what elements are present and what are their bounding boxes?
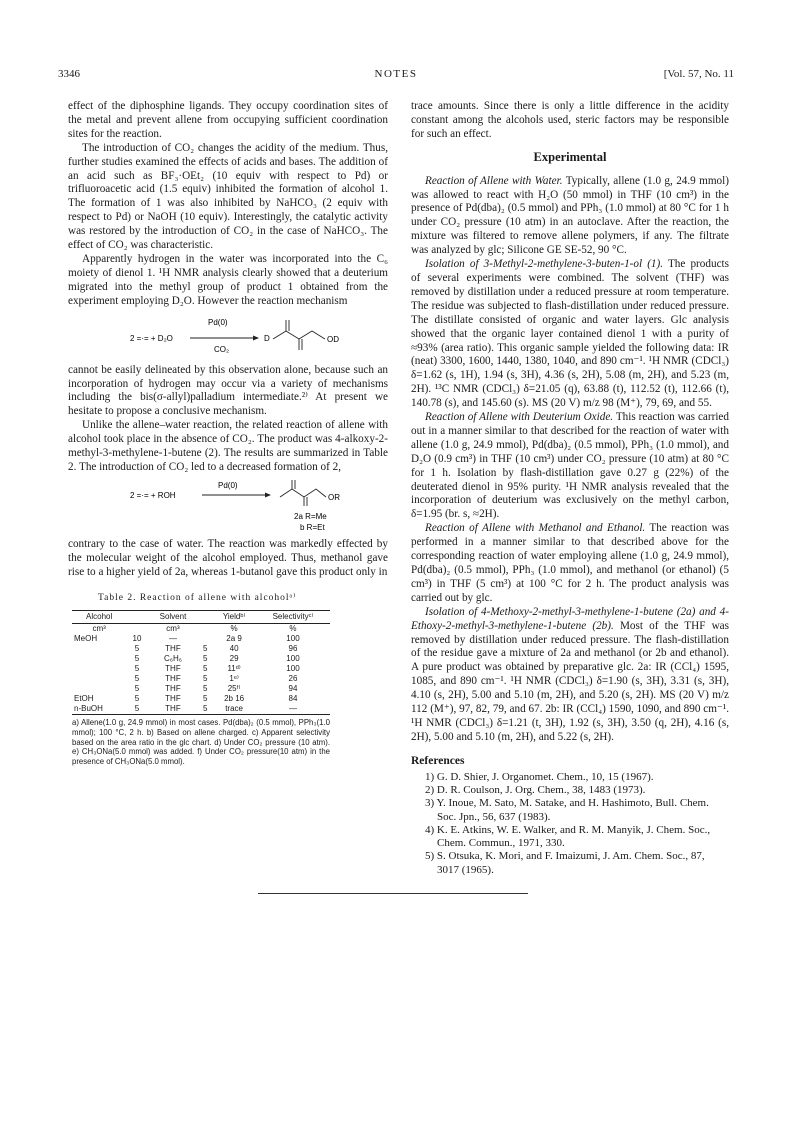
selectivity-cell: 26 xyxy=(288,674,298,684)
scheme-2-drawing xyxy=(68,478,388,534)
solvent-volume-cell: 5 xyxy=(203,694,208,704)
column-header xyxy=(126,611,147,624)
table-row xyxy=(72,664,330,674)
solvent-cell: THF xyxy=(165,674,181,684)
scheme-1-drawing xyxy=(68,312,388,360)
paragraph-body: Most of the THF was removed by distillation under reduced pressure. The flash-distillation of the residue gave a mixture of 2a and methanol (or 2b and ethanol). A pure product was obtained by preparative glc. 2a: IR (CCl₄) 1595, 1085, and 890 cm⁻¹. ¹H NMR (CDCl₃) δ=1.90 (s, 3H), 3.31 (s, 3H), 4.10 (s, 2H), 5.00 and 5.10 (m, 2H), and 5.20 (s, 2H). MS (20 V) m/z 112 (M⁺), 97, 82, 79, and 67. 2b: IR (CCl₄) 1590, 1090, and 890 cm⁻¹. ¹H NMR (CDCl₃) δ=1.21 (t, 3H), 1.92 (s, 3H), 3.50 (q, 2H), 4.16 (s, 2H), 5.00 and 5.10 (m, 2H), and 5.22 (s, 2H). xyxy=(411,619,730,743)
solvent-cell: THF xyxy=(165,644,181,654)
scheme-2-reactants: 2 =·= + ROH xyxy=(130,490,176,500)
selectivity-cell: 100 xyxy=(286,664,300,674)
solvent-cell: THF xyxy=(165,664,181,674)
product-d-label: D xyxy=(264,333,270,343)
selectivity-cell: 94 xyxy=(288,684,298,694)
solvent-volume-cell: 5 xyxy=(203,684,208,694)
selectivity-cell: — xyxy=(256,704,330,715)
table-row xyxy=(72,654,330,664)
solvent-cell: — xyxy=(168,634,177,644)
table-header-row xyxy=(72,611,330,624)
paragraph: cannot be easily delineated by this observation alone, because such an incorporation of hydrogen may occur via a variety of mechanisms including the bis(σ-allyl)palladium intermediate.²⁾ At present we hesitate to propose a conclusive mechanism. xyxy=(68,363,388,418)
solvent-volume-cell: 5 xyxy=(203,654,208,664)
yield-cell: 2b 16 xyxy=(224,694,245,704)
paragraph: The introduction of CO₂ changes the acidity of the medium. Thus, further studies examined the effects of acids and bases. The addition of an acid such as BF₃·OEt₂ (10 equiv with respect to Pd) or trifluoroacetic acid (1.5 equiv) inhibited the formation of alcohol 1. The formation of 1 was also inhibited by NaHCO₃ (2 equiv with respect to Pd) or NaOH (10 equiv). Interestingly, the catalytic activity was restored by the introduction of CO₂ in the case of NaHCO₃. The effect of CO₂ was characteristic. xyxy=(68,141,388,252)
experimental-paragraph xyxy=(411,606,729,745)
right-column xyxy=(411,100,729,877)
yield-cell: 29 xyxy=(229,654,239,664)
paragraph: Apparently hydrogen in the water was incorporated into the C₆ moiety of dienol 1. ¹H NMR analysis clearly showed that a deuterium migrated into the methyl group of product 1 obtained from the experiment employing D₂O. However the reaction mechanism xyxy=(68,252,388,307)
table-row xyxy=(72,704,330,715)
paragraph: effect of the diphosphine ligands. They occupy coordination sites of the metal and prevent allene from occupying sufficient coordination sites for the reaction. xyxy=(68,100,388,140)
solvent-cell: THF xyxy=(165,684,181,694)
selectivity-cell: 96 xyxy=(288,644,298,654)
column-header: Selectivityᶜ⁾ xyxy=(256,611,330,624)
paragraph-body: This reaction was carried out in a manner similar to that described for the reaction of water with allene (1.0 g, 24.9 mmol), Pd(dba)₂ (0.5 mmol), PPh₃ (1.0 mmol), and D₂O (0.9 cm³) in THF (10 cm³) under CO₂ pressure (10 atm) at 80 °C for 1 h. Isolation by flash-distillation gave 0.27 g (22%) of the deuterated dienol in 95% purity. ¹H NMR analysis revealed that the incorporation of deuterium was exclusively on the methyl carbon, δ=1.95 (br. s, ≈2H). xyxy=(411,411,729,521)
column-header: Yieldᵇ⁾ xyxy=(212,611,256,624)
subsection-title: Isolation of 4-Methoxy-2-methyl-3-methylene-1-butene (2a) and 4-Ethoxy-2-methyl-3-methylene-1-butene (2b). xyxy=(411,605,729,632)
arrow-head xyxy=(265,492,271,497)
column-header: Solvent xyxy=(148,611,199,624)
results-table xyxy=(72,610,330,715)
scheme-1-reactants: 2 =·= + D₂O xyxy=(130,333,173,343)
alcohol-cell: MeOH xyxy=(74,634,98,644)
alcohol-cell xyxy=(72,674,126,684)
alcohol-cell xyxy=(72,644,126,654)
table-row xyxy=(72,674,330,684)
unit-cell: % xyxy=(230,624,238,634)
subsection-title: Reaction of Allene with Water. xyxy=(425,174,563,187)
table-row xyxy=(72,634,330,644)
alcohol-volume-cell: 5 xyxy=(134,674,140,684)
column-header xyxy=(198,611,212,624)
alcohol-cell xyxy=(72,654,126,664)
selectivity-cell: 100 xyxy=(286,634,300,644)
solvent-volume-cell: 5 xyxy=(198,704,212,715)
solvent-cell: THF xyxy=(165,694,181,704)
paragraph-body: The products of several experiments were combined. The solvent (THF) was removed by distillation under a reduced pressure at room temperature. The residue was subjected to flash-distillation under reduced pressure. The distillate consisted of organic and water layers. Glc analysis showed that the organic layer contained dienol 1 with a purity of ≈93% (area ratio). This organic sample yielded the following data: IR (neat) 3300, 1600, 1440, 1380, 1040, and 890 cm⁻¹. ¹H NMR (CDCl₃) δ=1.62 (s, 1H), 1.94 (s, 3H), 4.36 (s, 2H), 5.08 (m, 2H), and 5.23 (m, 2H). ¹³C NMR (CDCl₃) δ=21.05 (q), 63.88 (t), 112.52 (t), 112.66 (t), 140.78 (s), and 145.60 (s). MS (20 V) m/z 98 (M⁺), 79, 69, and 55. xyxy=(411,258,729,410)
alcohol-volume-cell: 5 xyxy=(134,694,140,704)
dienol-skeleton xyxy=(273,331,325,339)
reference-item: 4) K. E. Atkins, W. E. Walker, and R. M. Manyik, J. Chem. Soc., Chem. Commun., 1971, 330. xyxy=(425,823,711,850)
yield-cell: 25ᶠ⁾ xyxy=(227,684,241,694)
column-header: Alcohol xyxy=(72,611,126,624)
end-rule xyxy=(258,893,528,894)
scheme-1-catalyst: Pd(0) xyxy=(208,317,228,327)
table-footnotes: a) Allene(1.0 g, 24.9 mmol) in most cases. Pd(dba)₂ (0.5 mmol), PPh₃(1.0 mmol); 100 °C, 2 h. b) Based on allene charged. c) Apparent selectivity based on the area ratio in the glc chart. d) Under CO₂ pressure (10 atm). e) CH₃ONa(5.0 mmol) was added. f) Under CO₂ pressure(10 atm) in the presence of CH₃ONa(5.0 mmol). xyxy=(72,718,330,766)
table-row xyxy=(72,684,330,694)
paragraph-body: The reaction was performed in a manner similar to that described above for the corresponding reaction of water employing allene (1.0 g, 24.9 mmol), Pd(dba)₂ (0.5 mmol), PPh₃ (1.0 mmol), and methanol (or ethanol) (5 cm³) in THF (5 cm³) at 100 °C for 2 h. The product analysis was carried out by glc. xyxy=(411,522,729,604)
alcohol-volume-cell: 5 xyxy=(134,654,140,664)
solvent-volume-cell: 5 xyxy=(203,644,208,654)
selectivity-cell: 84 xyxy=(288,694,298,704)
alcohol-volume-cell: 5 xyxy=(134,684,140,694)
reaction-scheme-2 xyxy=(68,478,388,534)
yield-cell: 40 xyxy=(229,644,239,654)
alcohol-cell xyxy=(72,684,126,694)
experimental-paragraph xyxy=(411,411,729,522)
yield-cell: trace xyxy=(212,704,256,715)
alcohol-cell xyxy=(72,664,126,674)
subsection-title: Reaction of Allene with Deuterium Oxide. xyxy=(425,411,614,424)
left-column xyxy=(68,100,388,766)
alcohol-cell: n-BuOH xyxy=(72,704,126,715)
reference-item: 3) Y. Inoue, M. Sato, M. Satake, and H. Hashimoto, Bull. Chem. Soc. Jpn., 56, 637 (1983). xyxy=(425,797,709,823)
table-caption: Table 2. Reaction of allene with alcoholᵃ⁾ xyxy=(98,592,297,603)
ether-skeleton xyxy=(280,489,326,497)
solvent-volume-cell xyxy=(198,634,212,644)
reaction-scheme-1 xyxy=(68,312,388,360)
table-row xyxy=(72,694,330,704)
reference-item: 2) D. R. Coulson, J. Org. Chem., 38, 1483 (1973). xyxy=(425,783,646,796)
section-name: NOTES xyxy=(374,68,418,80)
references-heading: References xyxy=(411,754,465,767)
product-od-label: OD xyxy=(327,334,339,344)
section-heading-experimental: Experimental xyxy=(533,149,607,164)
running-header xyxy=(58,68,734,84)
product-or-label: OR xyxy=(328,492,340,502)
paragraph-body: Typically, allene (1.0 g, 24.9 mmol) was allowed to react with H₂O (50 mmol) in THF (10 cm³) in the presence of Pd(dba)₂ (0.5 mmol) and PPh₃ (1.0 mmol) at 80 °C for 1 h under CO₂ pressure (10 atm) in an autoclave. After the reaction, the mixture was filtered to remove allene polymers, if any. The filtrate was analyzed by glc; Silicone GE SE-52, 90 °C. xyxy=(411,174,729,257)
unit-cell xyxy=(198,624,212,635)
subsection-title: Isolation of 3-Methyl-2-methylene-3-buten-1-ol (1). xyxy=(425,258,664,271)
alcohol-cell: EtOH xyxy=(74,694,94,704)
arrow-head xyxy=(253,335,259,340)
page-number: 3346 xyxy=(58,68,80,80)
solvent-cell: C₆H₆ xyxy=(163,654,182,664)
paragraph: trace amounts. Since there is only a little difference in the acidity constant among the alcohols used, steric factors may be responsible for such an effect. xyxy=(411,100,729,140)
subsection-title: Reaction of Allene with Methanol and Ethanol. xyxy=(425,522,646,535)
yield-cell: 11ᵈ⁾ xyxy=(227,664,241,674)
alcohol-volume-cell: 5 xyxy=(134,644,140,654)
unit-cell: cm³ xyxy=(92,624,106,634)
unit-cell: % xyxy=(289,624,297,634)
paragraph: contrary to the case of water. The reaction was markedly effected by the molecular weight of the alcohol employed. Thus, methanol gave rise to a higher yield of 2a, whereas 1-butanol gave this product only in xyxy=(68,537,388,578)
paragraph: Unlike the allene–water reaction, the related reaction of allene with alcohol took place in the absence of CO₂. The product was 4-alkoxy-2-methyl-3-methylene-1-butene (2). The results are summarized in Table 2. The introduction of CO₂ led to a decreased formation of 2, xyxy=(68,419,388,473)
yield-cell: 2a 9 xyxy=(226,634,242,644)
reference-item: 1) G. D. Shier, J. Organomet. Chem., 10, 15 (1967). xyxy=(425,770,654,783)
selectivity-cell: 100 xyxy=(286,654,300,664)
reference-item: 5) S. Otsuka, K. Mori, and F. Imaizumi, J. Am. Chem. Soc., 87, 3017 (1965). xyxy=(425,850,705,876)
solvent-volume-cell: 5 xyxy=(203,674,208,684)
table-units-row xyxy=(72,624,330,635)
yield-cell: 1ᵉ⁾ xyxy=(229,674,239,684)
compound-2b-label: b R=Et xyxy=(300,522,325,532)
compound-2a-label: 2a R=Me xyxy=(294,511,327,521)
unit-cell: cm³ xyxy=(166,624,180,634)
alcohol-volume-cell: 5 xyxy=(134,664,140,674)
solvent-volume-cell: 5 xyxy=(203,664,208,674)
table-row xyxy=(72,644,330,654)
scheme-1-condition: CO₂ xyxy=(214,344,230,354)
unit-cell xyxy=(126,624,147,635)
alcohol-volume-cell: 10 xyxy=(132,634,142,644)
volume-info: [Vol. 57, No. 11 xyxy=(663,68,734,80)
experimental-paragraph xyxy=(411,258,729,411)
experimental-paragraph xyxy=(411,175,729,258)
scheme-2-catalyst: Pd(0) xyxy=(218,480,238,490)
alcohol-volume-cell: 5 xyxy=(126,704,147,715)
experimental-paragraph xyxy=(411,522,729,605)
solvent-cell: THF xyxy=(148,704,199,715)
